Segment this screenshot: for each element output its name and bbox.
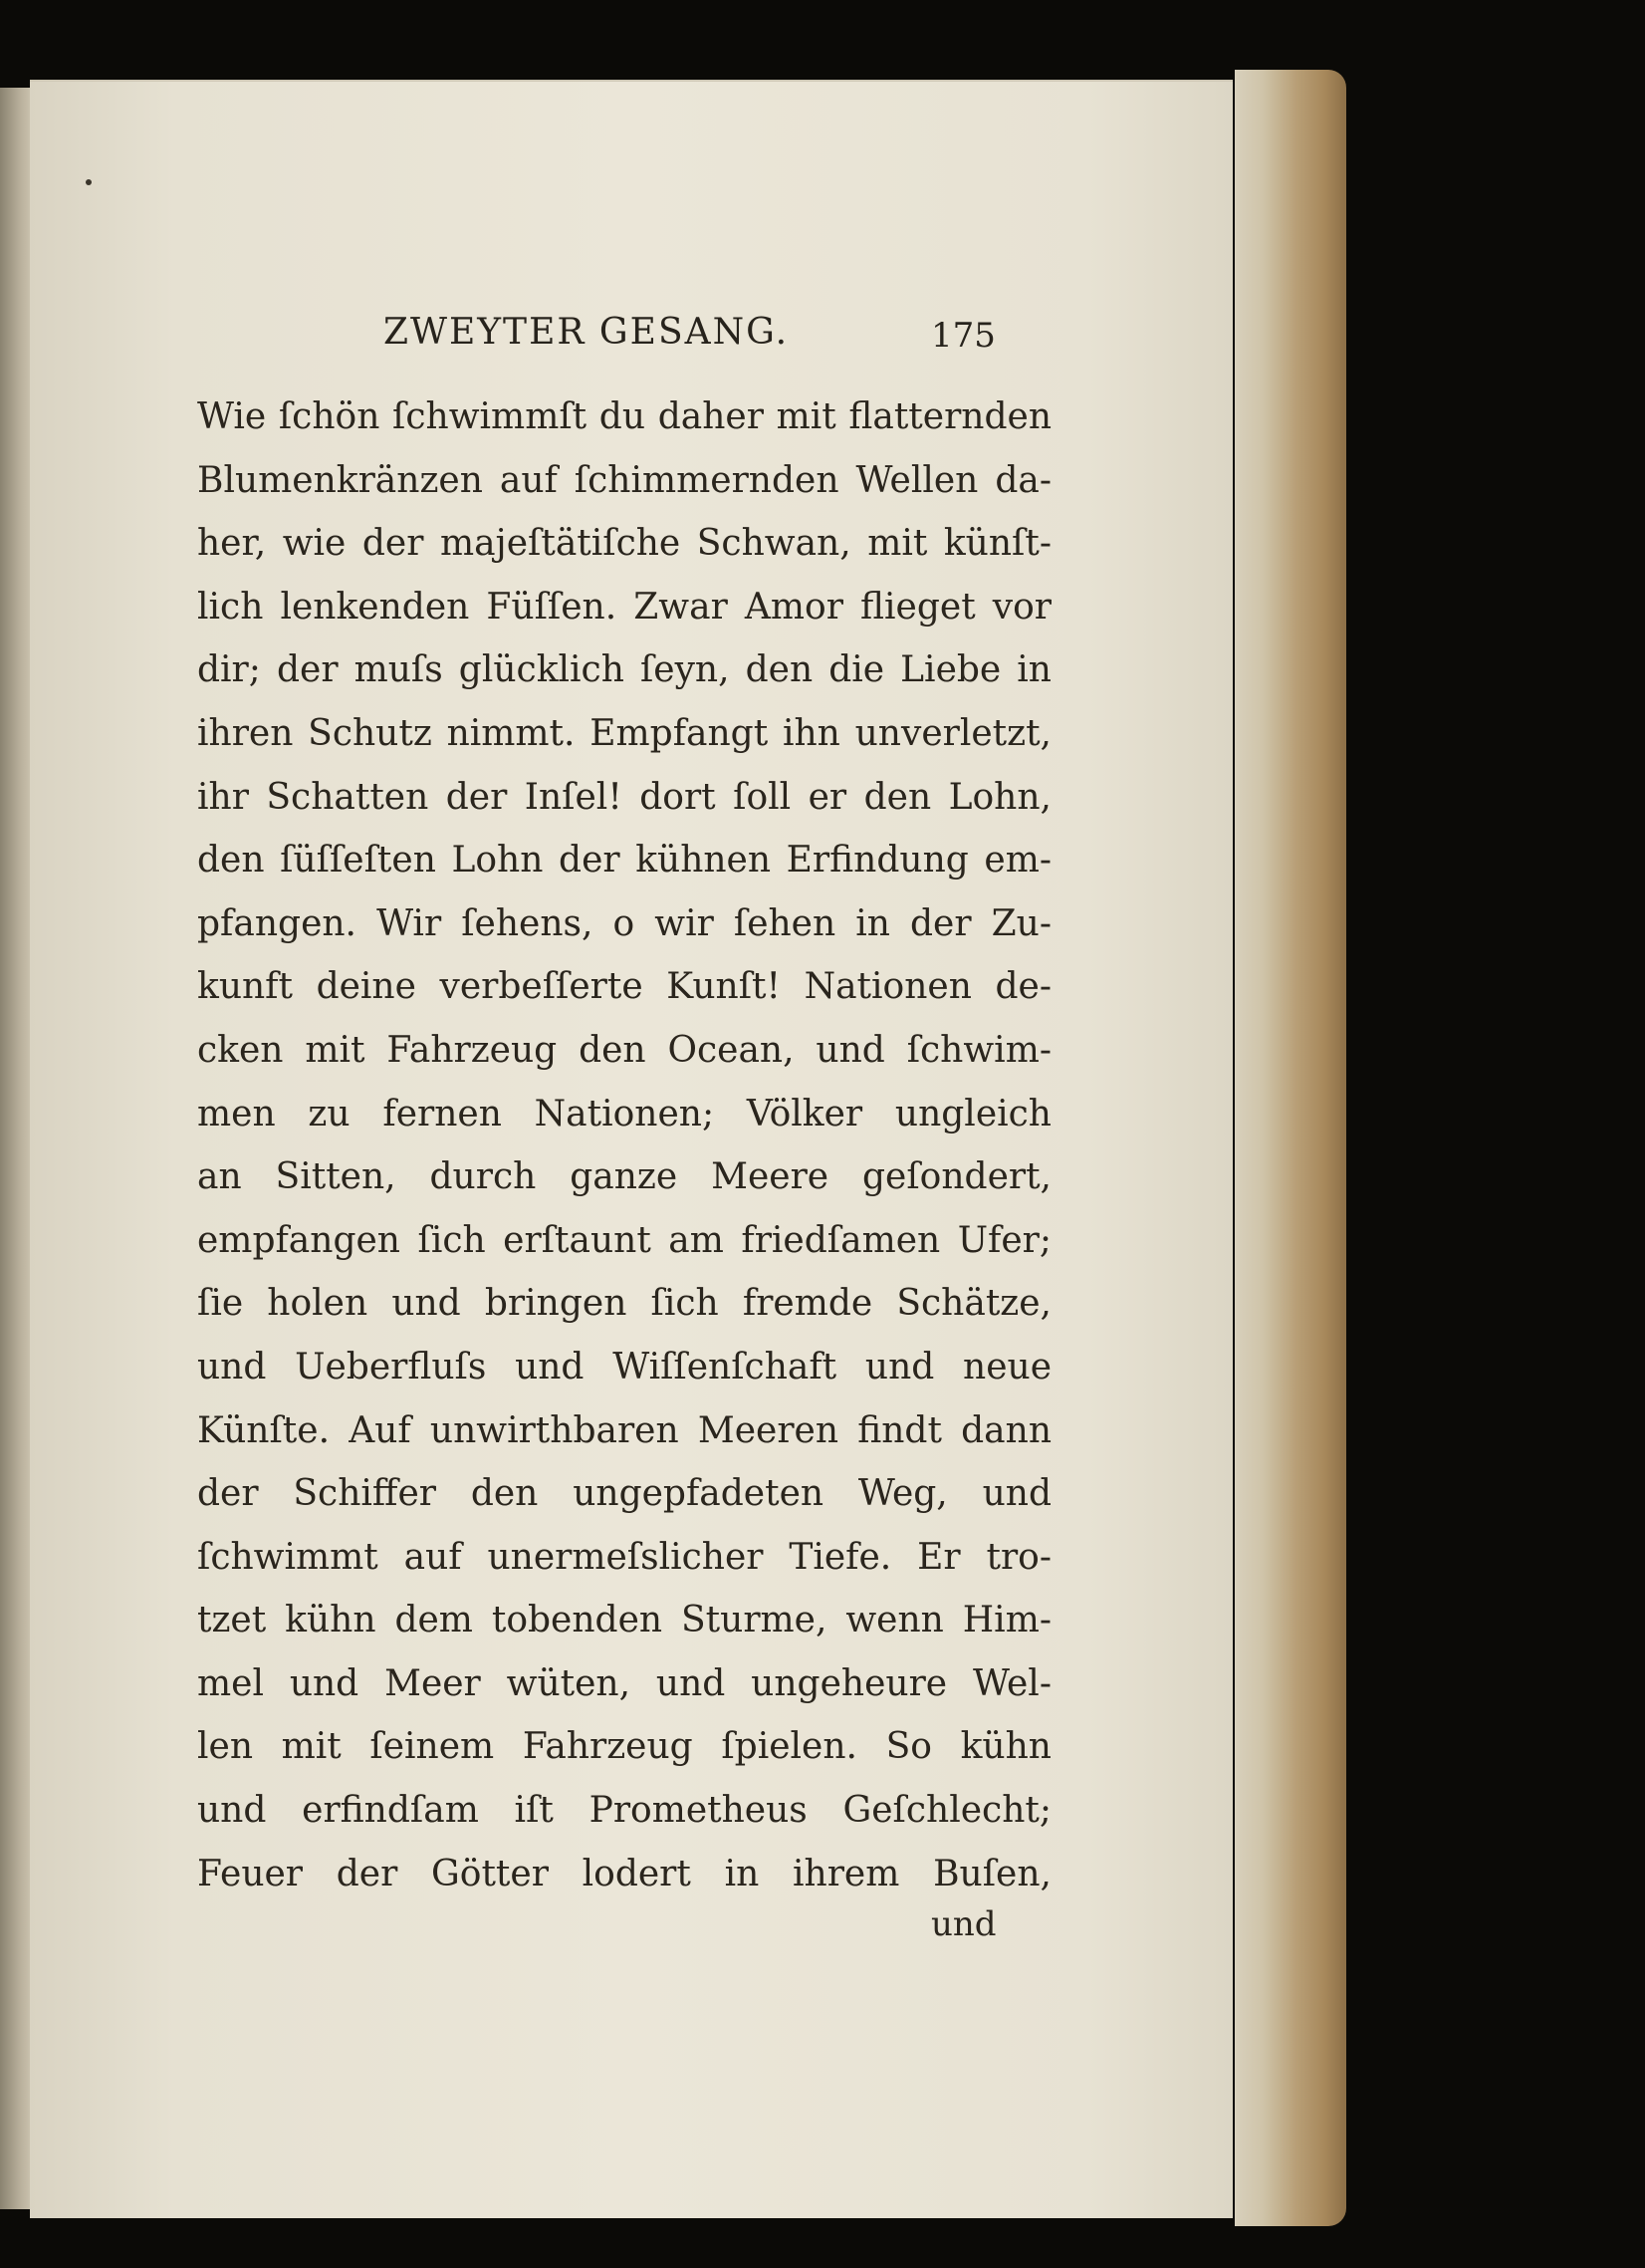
text-line: cken mit Fahrzeug den Ocean, und ſchwim-: [197, 1029, 1052, 1071]
text-line: Feuer der Götter lodert in ihrem Buſen,: [197, 1853, 1052, 1894]
text-line: men zu fernen Nationen; Völker ungleich: [197, 1093, 1052, 1134]
page-number: 175: [931, 316, 996, 356]
text-line: an Sitten, durch ganze Meere geſondert,: [197, 1156, 1052, 1198]
text-line: Blumenkränzen auf ſchimmernden Wellen da-: [197, 459, 1052, 501]
text-line: ihr Schatten der Inſel! dort ſoll er den Lohn,: [197, 776, 1052, 818]
text-line: empfangen ſich erſtaunt am friedſamen Ufer;: [197, 1219, 1052, 1261]
text-line: der Schiffer den ungepfadeten Weg, und: [197, 1473, 1052, 1515]
text-line: pfangen. Wir ſehens, o wir ſehen in der Zu-: [197, 902, 1052, 944]
text-line: und Ueberfluſs und Wiſſenſchaft und neue: [197, 1346, 1052, 1387]
page-header: [30, 312, 1233, 372]
text-line: den ſüſſeſten Lohn der kühnen Erfindung em-: [197, 840, 1052, 882]
running-title: ZWEYTER GESANG.: [383, 312, 790, 353]
text-line: ihren Schutz nimmt. Empfangt ihn unverletzt,: [197, 712, 1052, 754]
text-line: len mit ſeinem Fahrzeug ſpielen. So kühn: [197, 1726, 1052, 1768]
text-line: ſchwimmt auf unermeſslicher Tiefe. Er tro-: [197, 1536, 1052, 1578]
body-text: [197, 385, 1052, 1905]
text-line: ſie holen und bringen ſich fremde Schätze,: [197, 1283, 1052, 1325]
text-line: her, wie der majeſtätiſche Schwan, mit künſt-: [197, 523, 1052, 565]
text-line: tzet kühn dem tobenden Sturme, wenn Him-: [197, 1600, 1052, 1641]
catchword: und: [931, 1904, 997, 1944]
margin-speck: [86, 179, 92, 185]
text-line: Wie ſchön ſchwimmſt du daher mit flatternden: [197, 396, 1052, 437]
text-line: Künſte. Auf unwirthbaren Meeren findt dann: [197, 1409, 1052, 1451]
text-line: lich lenkenden Füſſen. Zwar Amor flieget vor: [197, 586, 1052, 628]
text-line: dir; der muſs glücklich ſeyn, den die Liebe in: [197, 649, 1052, 691]
book-page-edges: [1235, 70, 1346, 2226]
text-line: und erfindſam iſt Prometheus Geſchlecht;: [197, 1790, 1052, 1832]
text-line: kunft deine verbeſſerte Kunſt! Nationen de-: [197, 966, 1052, 1008]
text-line: mel und Meer wüten, und ungeheure Wel-: [197, 1662, 1052, 1704]
book-page: [30, 80, 1233, 2218]
